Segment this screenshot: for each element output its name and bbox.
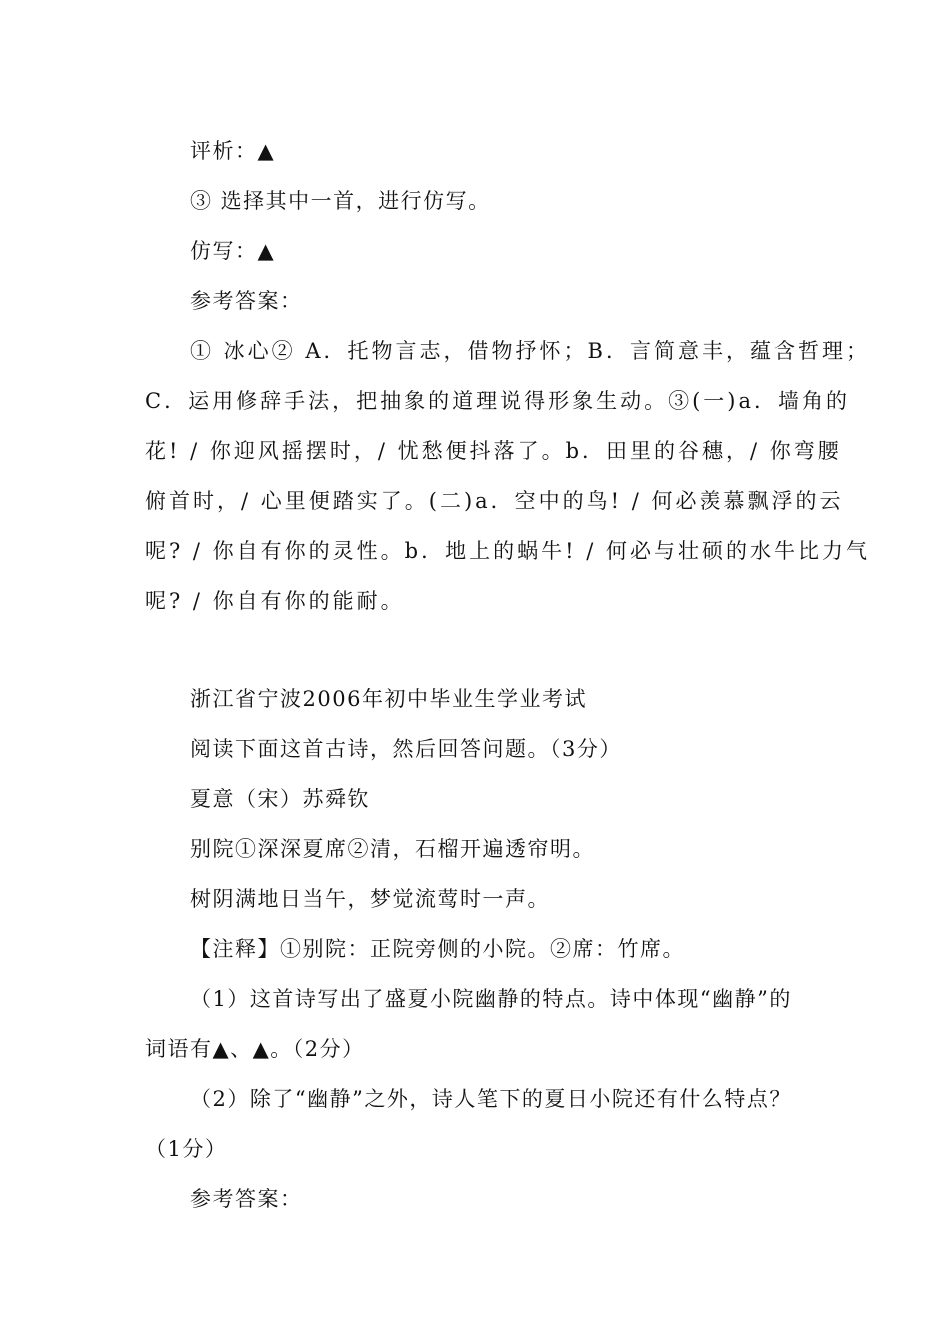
answer-line: 呢? / 你自有你的能耐。	[145, 589, 405, 613]
analysis-line: 评析：▲	[190, 139, 276, 163]
task-line: ③ 选择其中一首，进行仿写。	[190, 189, 491, 213]
question-line: （1分）	[145, 1137, 228, 1161]
question-line: （1）这首诗写出了盛夏小院幽静的特点。诗中体现“幽静”的	[190, 987, 792, 1011]
exam-title: 浙江省宁波2006年初中毕业生学业考试	[190, 687, 587, 711]
imitation-line: 仿写：▲	[190, 239, 276, 263]
poem-line: 别院①深深夏席②清，石榴开遍透帘明。	[190, 837, 595, 861]
answer-label: 参考答案：	[190, 289, 303, 313]
question-line: （2）除了“幽静”之外，诗人笔下的夏日小院还有什么特点？	[190, 1087, 792, 1111]
instruction-line: 阅读下面这首古诗，然后回答问题。（3分）	[190, 737, 622, 761]
poem-line: 树阴满地日当午，梦觉流莺时一声。	[190, 887, 550, 911]
answer-line: ① 冰心② A．托物言志，借物抒怀；B．言简意丰，蕴含哲理；	[190, 339, 870, 363]
answer-line: C．运用修辞手法，把抽象的道理说得形象生动。③(一)a．墙角的	[145, 389, 850, 413]
question-line: 词语有▲、▲。（2分）	[145, 1037, 365, 1061]
answer-line: 花! / 你迎风摇摆时，/ 忧愁便抖落了。b．田里的谷穗，/ 你弯腰	[145, 439, 842, 463]
answer-line: 呢? / 你自有你的灵性。b．地上的蜗牛! / 何必与壮硕的水牛比力气	[145, 539, 870, 563]
poem-title: 夏意（宋）苏舜钦	[190, 787, 370, 811]
notes-line: 【注释】①别院：正院旁侧的小院。②席：竹席。	[190, 937, 685, 961]
answer-line: 俯首时，/ 心里便踏实了。(二)a．空中的鸟! / 何必羡慕飘浮的云	[145, 489, 844, 513]
answer-label: 参考答案：	[190, 1187, 303, 1211]
